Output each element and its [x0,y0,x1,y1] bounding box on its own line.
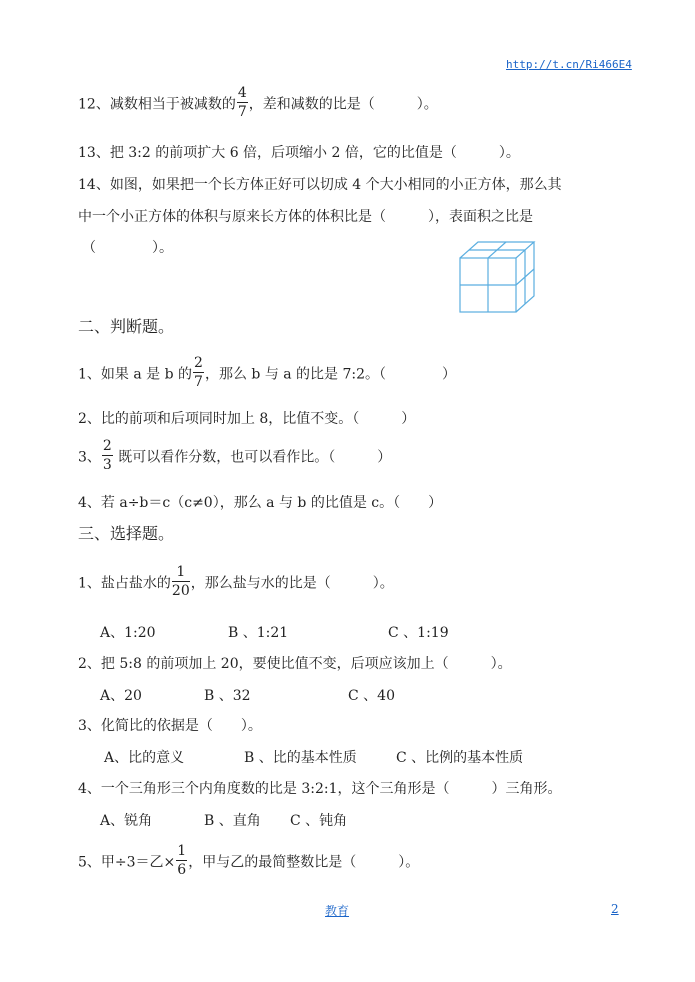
judge-q1-numerator: 2 [194,355,203,371]
judge-q1-suffix: ，那么 b 与 a 的比是 7:2。（ ） [204,366,457,383]
cuboid-figure [458,240,538,316]
judge-q3-suffix: 既可以看作分数，也可以看作比。（ ） [118,449,392,466]
judge-question-3 [78,438,392,474]
judge-q3-prefix: 3、 [78,449,101,466]
choice-q4-option-c: C 、钝角 [290,813,348,829]
page-number[interactable]: 2 [611,902,619,916]
choice-q4-option-a: A、锐角 [100,813,153,829]
choice-q5-suffix: ，甲与乙的最简整数比是（ ）。 [188,854,420,871]
section-choice-title: 三、选择题。 [78,524,175,543]
question-14-line2: 中一个小正方体的体积与原来长方体的体积比是（ ），表面积之比是 [78,209,533,225]
header-url[interactable]: http://t.cn/Ri466E4 [506,58,632,71]
question-14-line1: 14、如图，如果把一个长方体正好可以切成 4 个大小相同的小正方体，那么其 [78,177,562,193]
choice-q1-option-c: C 、1:19 [388,625,449,641]
choice-q1-prefix: 1、盐占盐水的 [78,575,171,592]
judge-question-1 [78,355,457,391]
judge-q3-fraction [102,439,113,472]
choice-q2-option-a: A、20 [100,688,142,704]
choice-q3-option-b: B 、比的基本性质 [244,750,357,766]
q12-denominator: 7 [237,104,247,120]
section-judge-title: 二、判断题。 [78,317,175,336]
judge-q3-numerator: 2 [102,438,112,454]
judge-q1-denominator: 7 [194,374,203,390]
choice-q1-option-a: A、1:20 [100,625,156,641]
choice-question-2: 2、把 5:8 的前项加上 20，要使比值不变，后项应该加上（ ）。 [78,656,512,672]
q12-numerator: 4 [237,85,247,101]
choice-q1-numerator: 1 [172,565,190,582]
question-14-line3: （ ）。 [82,240,173,256]
choice-q5-numerator: 1 [177,843,187,859]
choice-q2-option-b: B 、32 [204,688,251,704]
choice-q5-denominator: 6 [177,862,187,878]
choice-question-3: 3、化简比的依据是（ ）。 [78,718,262,734]
choice-q1-suffix: ，那么盐与水的比是（ ）。 [190,575,394,592]
choice-q4-option-b: B 、直角 [204,813,261,829]
footer-link[interactable]: 教育 [325,904,350,918]
judge-q3-denominator: 3 [102,457,112,473]
choice-q5-fraction [176,844,187,877]
choice-question-5 [78,843,420,879]
choice-q3-option-a: A、比的意义 [104,750,185,766]
choice-q1-option-b: B 、1:21 [228,625,289,641]
q12-prefix: 12、减数相当于被减数的 [78,96,236,113]
judge-question-4: 4、若 a÷b＝c（c≠0），那么 a 与 b 的比值是 c。（ ） [78,495,443,511]
choice-question-1 [78,564,394,600]
choice-q1-denominator: 20 [171,583,190,599]
choice-question-4: 4、一个三角形三个内角度数的比是 3:2:1，这个三角形是（ ）三角形。 [78,781,562,797]
q12-fraction [237,86,248,119]
choice-q2-option-c: C 、40 [348,688,395,704]
question-13: 13、把 3:2 的前项扩大 6 倍，后项缩小 2 倍，它的比值是（ ）。 [78,145,520,161]
choice-q3-option-c: C 、比例的基本性质 [396,750,524,766]
judge-q1-fraction [193,356,204,389]
judge-question-2: 2、比的前项和后项同时加上 8，比值不变。（ ） [78,411,416,427]
choice-q1-fraction [172,565,190,598]
choice-q5-prefix: 5、甲÷3＝乙× [78,854,176,871]
q12-suffix: ，差和减数的比是（ ）。 [248,96,438,113]
judge-q1-prefix: 1、如果 a 是 b 的 [78,366,193,383]
question-12 [78,85,438,121]
